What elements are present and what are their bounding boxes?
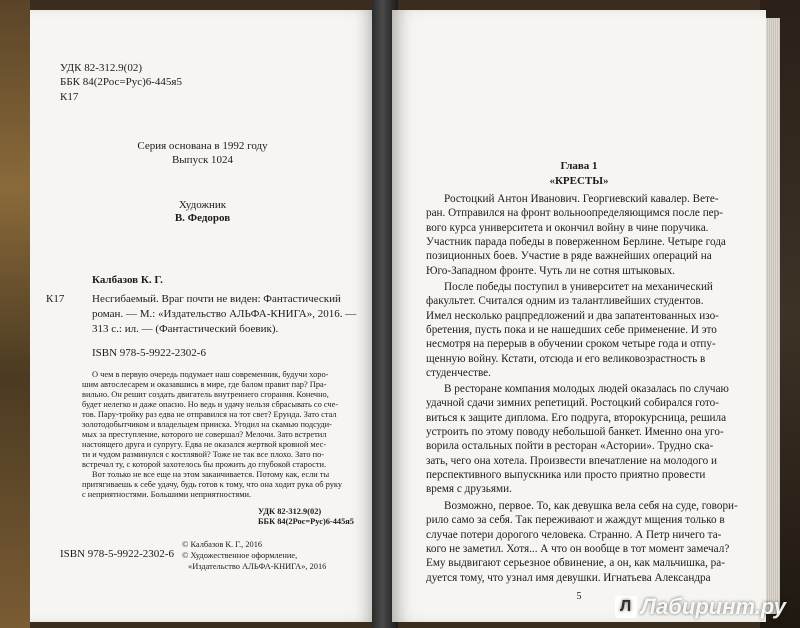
copyright-design-2: «Издательство АЛЬФА-КНИГА», 2016 [188,562,327,571]
page-number: 5 [576,591,582,602]
text-line: Имел несколько рацпредложений и два запатентованных изо- [426,309,719,322]
card-line-3: 313 с.: ил. — (Фантастический боевик). [92,323,279,335]
annotation-line: шим автослесарем и оказавшись в мире, где балом правит пар? Пра- [82,380,327,389]
watermark [615,594,786,620]
annotation-line: настоящего друга и супругу. Едва не оказался жертвой кровной мес- [82,440,327,449]
text-line: факультет. Считался одним из талантливейших студентов. [426,295,704,308]
watermark-text: Лабиринт.ру [640,594,786,619]
udk-code: УДК 82-312.9(02) [60,62,143,74]
text-line: Ему выдвигают серьезное обвинение, а он, как мальчишка, ра- [426,557,725,570]
card-line-1: Несгибаемый. Враг почти не виден: Фантастический [92,293,341,305]
text-line: случае потери дорогого человека. Странно. А Петр ничего та- [426,528,722,541]
annotation-line: тов. Пару-тройку раз едва не отправился на тот свет? Ерунда. Зато стал [82,410,337,419]
card-line-2: роман. — М.: «Издательство АЛЬФА-КНИГА», 2016. — [92,308,357,320]
text-line: устроить по этому поводу небольшой банкет. Именно она уго- [426,425,724,438]
text-line: Возможно, первое. То, как девушка вела себя на суде, говори- [444,500,738,512]
text-line: несмотря на перерыв в обучении сроком четыре года и отпу- [426,338,716,351]
text-line: Юго-Западном фронте. Чуть ли не сотня штыковых. [426,264,675,277]
text-line: удачной сдачи зимних репетиций. Ростоцкий собирался гото- [426,397,719,410]
annotation-line: с неприятностями. Большими неприятностями. [82,490,252,499]
text-line: ран. Отправился на фронт вольноопределяющимся после пер- [426,207,723,220]
text-line: время с друзьями. [426,483,512,496]
text-line: рило само за себя. Так переживают и жаждут мщения только в [426,514,725,527]
text-line: В ресторане компания молодых людей оказалась по случаю [444,383,729,395]
annotation-line: мых за преступление, которого не совершал? Мелочи. Зато встретил [82,430,327,439]
series-founded: Серия основана в 1992 году [137,140,268,152]
text-line: дуется тому, что узнал имя девушки. Игнатьева Александра [426,571,711,584]
card-isbn: ISBN 978-5-9922-2302-6 [92,347,206,359]
text-line: виться к защите диплома. Его подруга, второкурсница, решила [426,411,727,424]
text-line: кого не заметил. Хотя... А что он вообще в тот момент замечал? [426,542,730,555]
text-line: Участник парада победы в поверженном Берлине. Четыре года [426,235,726,248]
author-mark: К17 [60,91,79,103]
text-line: вого курса университета и окончил войну в чине поручика. [426,221,709,234]
page-edges [766,18,780,614]
copyright-design-1: © Художественное оформление, [182,551,298,560]
artist-name: В. Федоров [174,212,231,224]
footer-isbn: ISBN 978-5-9922-2302-6 [60,548,174,560]
text-line: студенчестве. [426,366,491,379]
annotation-line: притягиваешь к себе удачу, будь готов к тому, что она ходит рука об руку [82,480,343,489]
text-line: После победы поступил в университет на механический [444,281,713,293]
chapter-number: Глава 1 [560,160,598,172]
annotation-line: О чем в первую очередь подумает наш современник, будучи хоро- [92,370,329,379]
chapter-title: «КРЕСТЫ» [549,175,609,187]
bbk-code: ББК 84(2Рос=Рус)6-445я5 [60,76,182,88]
copyright-author: © Калбазов К. Г., 2016 [182,540,263,549]
text-line: Ростоцкий Антон Иванович. Георгиевский кавалер. Вете- [444,193,719,205]
issue-number: Выпуск 1024 [171,154,234,166]
right-page [392,10,766,622]
card-author: Калбазов К. Г. [92,274,163,286]
left-page [30,10,375,622]
card-mark: К17 [46,293,65,305]
text-line: зать, чего она хотела. Произвести впечатление на молодого и [426,454,717,467]
annotation-line: Вот только не все еще на этом заканчивается. Потому как, если ты [92,470,330,479]
text-line: позиционных боев. Участие в ряде важнейших операций на [426,250,712,263]
text-line: щенную войну. Кстати, отсюда и его великовозрастность в [426,352,706,365]
annotation-line: золотодобытчиком и владельцем прииска. Угодил на скамью подсуди- [82,420,332,429]
card-bbk: ББК 84(2Рос=Рус)6-445я5 [258,517,354,526]
annotation-line: ти и чудом разминулся с костлявой? Тоже не так все плохо. Зато по- [82,450,325,459]
annotation-line: встречал ту, с которой захотелось бы прожить до глубокой старости. [82,460,327,469]
text-line: ворила остальных пойти в ресторан «Астории». Трудно ска- [426,440,714,453]
annotation-line: вильно. Он решит создать двигатель внутреннего сгорания. Конечно, [82,390,329,399]
card-udk: УДК 82-312.9(02) [258,507,322,516]
annotation-line: будет нелегко и даже опасно. Но ведь и удачу нельзя сбрасывать со сче- [82,400,339,409]
text-line: перспективного выпускника или просто приятно провести [426,468,706,481]
artist-label: Художник [178,199,227,211]
labirint-logo-icon: Л [615,596,637,618]
text-line: бретения, пусть пока и не нашедших себе применение. И это [426,323,717,336]
background-left [0,0,30,628]
